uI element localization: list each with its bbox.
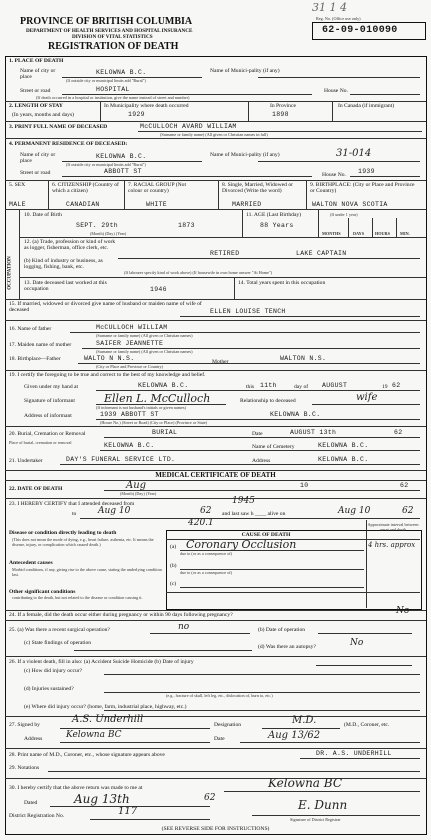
occ-note: (If labourer specify kind of work above) (If housewife in own home answer "At Home") [124,270,273,275]
c22-sub: (Month) (Day) (Year) [120,491,157,496]
s2-muni-label: In Municipality where death occurred [104,103,189,109]
s1-street-note: (If death occurred in a hospital or institution, give the name instead of street and number) [36,95,190,100]
s2-prov: 1898 [272,111,289,118]
cause-a: Coronary Occlusion [186,538,297,551]
s5-birth: WALTON NOVA SCOTIA [312,201,388,208]
s5-race: WHITE [146,201,168,208]
other-label: Other significant conditions [9,589,76,595]
due-a: due to (or as a consequence of) [180,551,233,556]
s1-city: KELOWNA B.C. [96,69,147,76]
s19-month-label: day of [294,384,309,390]
dr-no: 117 [118,806,138,817]
c26a-label: 26. If a violent death, fill in also: (a) Accident Suicide Homicide (b) Date of injury [9,659,194,665]
c28-value: DR. A.S. UNDERHILL [316,750,392,757]
interval-title: Approximate interval between onset and death [367,522,419,532]
s5-marital: MARRIED [232,201,262,208]
s10-unit-1: DAYS [353,231,365,236]
c23-from: 1945 [232,496,255,506]
med-title: MEDICAL CERTIFICATE OF DEATH [155,471,276,479]
cause-title: CAUSE OF DEATH [241,532,291,538]
c27-des: M.D. [292,715,317,726]
s5-sex: MALE [9,201,26,208]
s2-label: 2. LENGTH OF STAY [9,103,63,109]
s4-city: KELOWNA B.C. [96,153,147,160]
s5-h-cit: 6. CITIZENSHIP (Country of which a citizen) [52,182,119,194]
c27-sig: A.S. Underhill [72,714,144,725]
other-note: contributing to the death, but not related to the disease or condition causing it. [12,595,143,600]
c24-label: 24. If a female, did the death occur either during pregnancy or within 90 days following pregnancy? [9,612,233,618]
s10-age-label: 11. AGE (Last Birthday) [246,212,302,218]
occ-side-label: OCCUPATION [7,256,13,290]
s4-city-label: Name of city or place [20,152,56,164]
c23-to: Aug 10 [98,506,131,516]
s4-house-label: House No. [322,172,346,178]
occ-a-value: RETIRED [210,250,240,257]
s20-cem-label: Name of Cemetery [252,444,295,450]
s1-muni-label: Name of Munici-pality (if any) [210,68,280,74]
occ-b-label: (b) Kind of industry or business, as logging, fishing, bank, etc. [24,258,103,270]
c25d-label: (d) Was there an autopsy? [258,644,316,650]
s5-cit: CANADIAN [66,201,100,208]
s18-father: WALTO N N.S. [84,355,135,362]
division-title: DIVISION OF VITAL STATISTICS [72,34,153,40]
c26e-label: (e) Where did injury occur? (home, farm, industrial place, highway, etc.) [24,704,187,710]
province-title: PROVINCE OF BRITISH COLUMBIA [20,16,193,27]
c22-year: 62 [400,482,409,489]
c22-month: Aug [126,480,147,491]
occ-c13: 1946 [150,286,167,293]
s21-value: DAY'S FUNERAL SERVICE LTD. [66,456,176,463]
s19-sig-label: Signature of informant [24,398,75,404]
antecedent-note: Morbid conditions, if any, giving rise to the above cause, stating the underlying condition last. [12,567,162,577]
s5-h-marital: 8. Single, Married, Widowed or Divorced (Write the word) [222,182,293,194]
death-registration-form: 31 1 4 Reg. No. (Office use only) 62-09-010090 PROVINCE OF BRITISH COLUMBIA DEPARTMENT OF HEALTH SERVICES AND HOSPITAL INSURANCE DIVISION OF VITAL STATISTICS REGISTRATION OF DEATH 1. PLACE OF DEATH Name of city or place KELOWNA B.C. (If outside city or municipal limits add "Rural") Name of Munici-pality (if any) Street or road HOSPITAL House No. (If death occurred in a hospital or institution, give the name instead of street and number) 2. LENGTH OF STAY (In years, months and days) In Municipality where death occurred 1929 In Province 1898 In Canada (if immigrant) 3. PRINT FULL NAME OF DECEASED McCULLOCH AVARD WILLIAM (Surname or family name) (All given or Christian names in full) 4. PERMANENT RESIDENCE OF DECEASED: Name of city or place KELOWNA B.C. (If outside city or municipal limits add "Rural") Name of Munici-pality (if any) 31-014 Street or road ABBOTT ST House No. 1939 5. SEX 6. CITIZENSHIP (Country of which a citizen) 7. RACIAL GROUP (Not colour or country) 8. Single, Married, Widowed or Divorced (Write the word) 9. BIRTHPLACE: (City or Place and Province or Country) MALE CANADIAN WHITE MARRIED WALTON NOVA SCOTIA 10. Date of Birth SEPT. 29th 1873 (Month) (Day) (Year) 11. AGE (Last Birthday) 88 Years (If under 1 year) MONTHS DAYS HOURS MIN. OCCUPATION 12. (a) Trade, profession or kind of work as logger, fisherman, office clerk, etc. (b) Kind of industry or business, as logging, fishing, bank, etc. RETIRED LAKE CAPTAIN (If labourer specify kind of work above) (If housewife in own home answer "At Home") 13. Date deceased last worked at this occupation 1946 14. Total years spent in this occupation 15. If married, widowed or divorced give name of husband or maiden name of wife of deceased ELLEN LOUISE TENCH 16. Name of father McCULLOCH WILLIAM (Surname or family name) (All given or Christian names) 17. Maiden name of mother SAIFER JEANNETTE (Surname or family name) (All given or Christian names) 18. Birthplace—Father WALTO N N.S. Mother WALTON N.S. (City or Place and Province or Country) 19. I certify the foregoing to be true and correct to the best of my knowledge and belief. Given under my hand at KELOWNA B.C. this 11th day of AUGUST 19 62 Signature of informant Ellen L. McCulloch (If informant is not husband's initials or given names) Relationship to deceased wife Address of informant 1939 ABBOTT ST KELOWNA B.C. (House No.) (Street or Road) (City or Place) (Province or State) 20. Burial, Cremation or Removal BURIAL Date AUGUST 13th 62 Place of burial, cremation or removal KELOWNA B.C. Name of Cemetery KELOWNA B.C. 21. Undertaker DAY'S FUNERAL SERVICE LTD. Address KELOWNA B.C. MEDICAL CERTIFICATE OF DEATH 22. DATE OF DEATH Aug 10 62 (Month) (Day) (Year) 23. I HEREBY CERTIFY that I attended deceased from 1945 to Aug 10 62 and last saw h ____ alive on Aug 10 62 420.1 CAUSE OF DEATH Approximate interval between onset and death Disease or condition directly leading to death (This does not mean the mode of dying, e.g., heart failure, asthenia, etc. It means the disease, injury, or complication which caused death.) (a) Coronary Occlusion 4 hrs. approx due to (or as a consequence of) Antecedent causes Morbid conditions, if any, giving rise to the above cause, stating the underlying condition last. (b) due to (or as a consequence of) (c) Other significant conditions contributing to the death, but not related to the disease or condition causing it. 24. If a female, did the death occur either during pregnancy or within 90 days following pregnancy? No 25. (a) Was there a recent surgical operation? no (b) Date of operation (c) State findings of operation (d) Was there an autopsy? No 26. If a violent death, fill in also: (a) Accident Suicide Homicide (b) Date of injury (c) How did injury occur? (d) Injuries sustained? (e.g., fracture of skull, left leg, etc., dislocation of, burn to, etc.) (e) Where did injury occur? (home, farm, industrial place, highway, etc.) 27. Signed by A.S. Underhill Designation M.D. (M.D., Coroner, etc. Address Kelowna BC Date Aug 13/62 28. Print name of M.D., Coroner, etc., whose signature appears above DR. A.S. UNDERHILL 29. Notations 30. I hereby certify that the above return was made to me at Kelowna BC Dated Aug 13th 62 District Registration No. 117 E. Dunn Signature of District Registrar (SEE REVERSE SIDE FOR INSTRUCTIONS) [0,0,431,840]
c23-last-label: and last saw h ____ alive on [222,511,286,517]
s10-dob-md: SEPT. 29th [76,222,119,229]
footer-note: (SEE REVERSE SIDE FOR INSTRUCTIONS) [161,826,270,832]
s4-street: ABBOTT ST [104,168,142,175]
s16-label: 16. Name of father [9,326,52,332]
s3-name: McCULLOCH AVARD WILLIAM [140,123,237,130]
s2-canada-label: In Canada (if immigrant) [338,103,395,109]
s19-label: 19. I certify the foregoing to be true and correct to the best of my knowledge and belief. [9,372,206,378]
s16-note: (Surname or family name) (All given or Christian names) [96,333,193,338]
s20-cem: KELOWNA B.C. [318,442,369,449]
s1-street-label: Street or road [20,88,51,94]
s10-age: 88 Years [260,222,294,229]
s2-muni: 1929 [128,111,145,118]
s19-year: 62 [392,382,401,389]
s15-value: ELLEN LOUISE TENCH [210,308,286,315]
occ-c13-label: 13. Date deceased last worked at this occupation [24,280,107,292]
occ-a-label: 12. (a) Trade, profession or kind of work as logger, fisherman, office clerk, etc. [24,239,116,251]
dated-label: Dated [24,800,38,806]
s10-dob-label: 10. Date of Birth [24,212,62,218]
c22-label: 22. DATE OF DEATH [9,486,63,492]
s4-city-note: (If outside city or municipal limits add "Rural") [66,162,146,167]
s15-label: 15. If married, widowed or divorced give name of husband or maiden name of wife of deceased [9,301,202,313]
s4-house: 1939 [358,168,375,175]
c27-note: (M.D., Coroner, etc. [344,722,390,728]
s20-value: BURIAL [152,429,178,436]
c30-place: Kelowna BC [268,776,342,790]
s19-addr-city: KELOWNA B.C. [270,411,321,418]
c26c-label: (c) How did injury occur? [24,668,83,674]
s10-unit-2: HOURS [375,231,390,236]
s19-sig-note: (If informant is not husband's initials or given names) [96,405,186,410]
s20-place: KELOWNA B.C. [104,442,155,449]
s21-address-label: Address [252,458,271,464]
s19-day: 11th [260,382,277,389]
s21-address: KELOWNA B.C. [318,456,369,463]
s3-label: 3. PRINT FULL NAME OF DECEASED [9,124,108,130]
form-title: REGISTRATION OF DEATH [48,41,179,52]
c26d-note: (e.g., fracture of skull, left leg, etc., dislocation of, burn to, etc.) [166,693,273,698]
c29-label: 29. Notations [9,765,40,771]
c25a-label: 25. (a) Was there a recent surgical operation? [9,627,110,633]
s20-place-label: Place of burial, cremation or removal [9,440,72,445]
antecedent-label: Antecedent causes [9,560,53,566]
s17-value: SAIFER JEANNETTE [96,340,164,347]
s19-sig: Ellen L. McCulloch [104,392,211,405]
s20-date: AUGUST 13th [290,429,337,436]
s1-street: HOSPITAL [96,86,130,93]
stamp-number: 31 1 4 [312,1,347,14]
s1-city-note: (If outside city or municipal limits add "Rural") [66,78,146,83]
c27-addr-label: Address [24,736,43,742]
s19-rel-label: Relationship to deceased [240,398,296,404]
c27-addr: Kelowna BC [66,730,122,740]
c23-label: 23. I HEREBY CERTIFY that I attended deceased from [9,501,135,507]
c23-year: 62 [200,506,212,516]
c27-des-label: Designation [214,722,242,728]
s10-dob-year: 1873 [178,222,195,229]
interval-a: 4 hrs. approx [368,541,416,549]
s3-note: (Surname or family name) (All given or Christian names in full) [160,132,268,137]
s19-addr-note: (House No.) (Street or Road) (City or Place) (Province or State) [100,420,208,425]
c25c-label: (c) State findings of operation [24,640,92,646]
s20-year: 62 [394,429,403,436]
s21-label: 21. Undertaker [9,458,43,464]
s4-label: 4. PERMANENT RESIDENCE OF DECEASED: [9,141,128,147]
s17-label: 17. Maiden name of mother [9,342,72,348]
s20-label: 20. Burial, Cremation or Removal [9,431,86,437]
c24-answer: No [396,606,410,616]
c30-label: 30. I hereby certify that the above return was made to me at [9,785,143,791]
occ-b-value: LAKE CAPTAIN [296,250,347,257]
s19-year-label: 19 [382,384,388,390]
dr-sig-label: Signature of District Registrar [290,817,341,822]
s1-label: 1. PLACE OF DEATH [9,58,64,64]
s19-given-at: KELOWNA B.C. [138,382,189,389]
c25a-answer: no [178,622,190,632]
s16-value: McCULLOCH WILLIAM [96,324,168,331]
s10-unit-3: MIN. [400,231,410,236]
s20-date-label: Date [252,431,263,437]
s18-mother-label: Mother [212,359,229,365]
disease-label: Disease or condition directly leading to death [9,530,117,536]
s19-day-label: this [246,384,255,390]
s1-city-label: Name of city or place [20,68,56,80]
occ-c14-label: 14. Total years spent in this occupation [238,280,326,286]
s18-mother: WALTON N.S. [280,355,327,362]
s19-addr-label: Address of informant [24,413,72,419]
s5-h-race: 7. RACIAL GROUP (Not colour or country) [128,182,187,194]
c22-day: 10 [300,482,309,489]
dr-label: District Registration No. [9,813,65,819]
s18-label: 18. Birthplace—Father [9,356,61,362]
dr-sig: E. Dunn [298,798,348,812]
s10-unit-0: MONTHS [322,231,341,236]
s19-addr: 1939 ABBOTT ST [100,411,159,418]
s4-muni-label: Name of Munici-pality (if any) [210,152,280,158]
c27-date: Aug 13/62 [268,730,321,741]
reg-number: 62-09-010090 [322,25,398,36]
s2-prov-label: In Province [270,103,296,109]
s19-month: AUGUST [322,382,348,389]
dated-value: Aug 13th [74,792,130,806]
s10-age-sub: (If under 1 year) [330,212,358,217]
s1-house-label: House No. [324,88,348,94]
s10-dob-sub: (Month) (Day) (Year) [90,231,127,236]
icd-code: 420.1 [188,518,214,528]
c26d-label: (d) Injuries sustained? [24,686,74,692]
s19-rel: wife [356,392,378,403]
disease-note: (This does not mean the mode of dying, e.g., heart failure, asthenia, etc. It means the disease, injury, or complication which caused death.) [12,537,154,547]
s17-note: (Surname or family name) (All given or Christian names) [96,349,193,354]
s4-muni: 31-014 [336,148,372,159]
s19-given-label: Given under my hand at [24,384,79,390]
s18-note: (City or Place and Province or Country) [96,364,163,369]
c23-last-year: 62 [402,506,414,516]
c25d-answer: No [350,638,364,648]
c27-label: 27. Signed by [9,722,40,728]
due-b: due to (or as a consequence of) [180,570,233,575]
s5-h-birth: 9. BIRTHPLACE: (City or Place and Province or Country) [310,182,415,194]
department-title: DEPARTMENT OF HEALTH SERVICES AND HOSPITAL INSURANCE [26,28,193,34]
s4-street-label: Street or road [20,170,51,176]
c25b-label: (b) Date of operation [258,627,306,633]
s2-sub: (In years, months and days) [12,112,74,118]
c23-last: Aug 10 [338,506,371,516]
c23-to-label: to [72,511,77,517]
reg-box-label: Reg. No. (Office use only) [316,16,361,21]
c27-date-label: Date [214,736,225,742]
c28-label: 28. Print name of M.D., Coroner, etc., whose signature appears above [9,752,165,758]
s5-h-sex: 5. SEX [9,182,26,188]
dated-year: 62 [204,793,216,803]
